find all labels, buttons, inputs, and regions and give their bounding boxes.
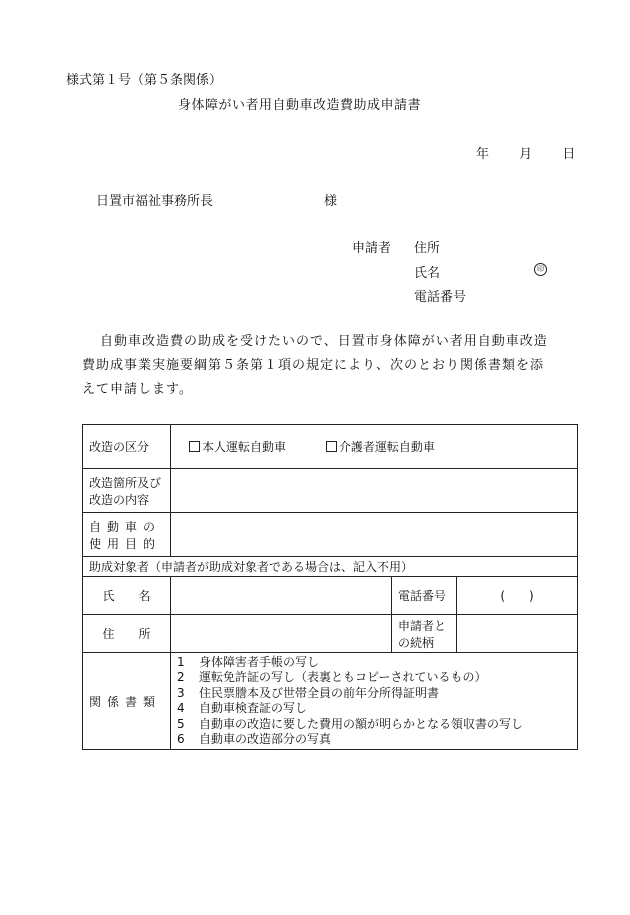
applicant-phone-label: 電話番号 [414, 290, 467, 305]
documents-list-cell [171, 653, 578, 750]
option-self-driving-label: 本人運転自動車 [202, 440, 287, 454]
table-row-documents [83, 653, 578, 750]
list-item-number: 5 [177, 716, 185, 731]
list-item-number: 6 [177, 732, 185, 746]
list-item-text: 自動車の改造に要した費用の額が明らかとなる領収書の写し [199, 716, 524, 731]
list-item-number: 1 [177, 654, 185, 669]
category-label: 改造の区分 [83, 425, 171, 469]
subject-name-field[interactable] [171, 577, 392, 615]
parts-label-line2: 改造の内容 [89, 492, 150, 507]
parts-field[interactable] [171, 469, 578, 513]
subject-address-label: 住 所 [83, 615, 171, 653]
table-row-name [83, 577, 578, 615]
list-item [177, 686, 571, 702]
list-item-text: 身体障害者手帳の写し [199, 654, 320, 669]
date-year-label: 年 [476, 147, 490, 162]
checkbox-icon[interactable] [326, 441, 337, 452]
list-item [177, 655, 571, 671]
relation-label-line2: の続柄 [398, 635, 435, 650]
relation-label-line1: 申請者と [398, 618, 447, 633]
seal-mark: 印 [534, 263, 547, 276]
list-item-number: 3 [177, 685, 185, 700]
option-caregiver-driving[interactable] [326, 440, 435, 454]
purpose-label-line2: 使用目的 [89, 536, 162, 551]
table-row-purpose [83, 513, 578, 557]
applicant-label: 申請者 [352, 241, 392, 256]
option-caregiver-driving-label: 介護者運転自動車 [338, 440, 435, 454]
subject-phone-label: 電話番号 [392, 577, 457, 615]
list-item [177, 717, 571, 733]
table-row-subject [83, 557, 578, 577]
list-item-text: 自動車検査証の写し [199, 701, 308, 715]
addressee-name: 日置市福祉事務所長 [96, 194, 214, 209]
document-title: 身体障がい者用自動車改造費助成申請書 [178, 98, 422, 113]
subject-address-field[interactable] [171, 615, 392, 653]
applicant-address-label: 住所 [414, 241, 441, 256]
applicant-name-label: 氏名 [414, 266, 441, 281]
list-item [177, 732, 571, 748]
category-options [171, 425, 578, 469]
form-number: 様式第１号（第５条関係） [66, 73, 223, 88]
list-item-text: 住民票謄本及び世帯全員の前年分所得証明書 [199, 685, 440, 700]
application-statement: 自動車改造費の助成を受けたいので、日置市身体障がい者用自動車改造費助成事業実施要綱第５条第１項の規定により、次のとおり関係書類を添えて申請します。 [82, 334, 548, 397]
documents-list [177, 655, 571, 748]
relation-label [392, 615, 457, 653]
parts-label [83, 469, 171, 513]
subject-name-label: 氏 名 [83, 577, 171, 615]
list-item-number: 4 [177, 701, 185, 715]
application-table [82, 424, 578, 750]
list-item-text: 運転免許証の写し（表裏ともコピーされているもの） [199, 670, 487, 684]
table-row-address [83, 615, 578, 653]
option-self-driving[interactable] [189, 440, 286, 454]
checkbox-icon[interactable] [189, 441, 200, 452]
addressee-honorific: 様 [324, 194, 338, 209]
date-line [476, 143, 589, 162]
table-row-parts [83, 469, 578, 513]
relation-field[interactable] [457, 615, 578, 653]
parts-label-line1: 改造箇所及び [89, 475, 162, 490]
date-month-label: 月 [519, 147, 533, 162]
documents-label: 関係書類 [83, 653, 171, 750]
table-row-category [83, 425, 578, 469]
list-item [177, 701, 571, 717]
purpose-label [83, 513, 171, 557]
list-item-number: 2 [177, 670, 185, 684]
list-item-text: 自動車の改造部分の写真 [199, 732, 332, 746]
list-item [177, 670, 571, 686]
date-day-label: 日 [562, 147, 576, 162]
subject-phone-field[interactable]: ( ) [457, 577, 578, 615]
purpose-field[interactable] [171, 513, 578, 557]
subject-row-label: 助成対象者（申請者が助成対象者である場合は、記入不用） [83, 557, 578, 577]
purpose-label-line1: 自動車の [89, 519, 162, 534]
